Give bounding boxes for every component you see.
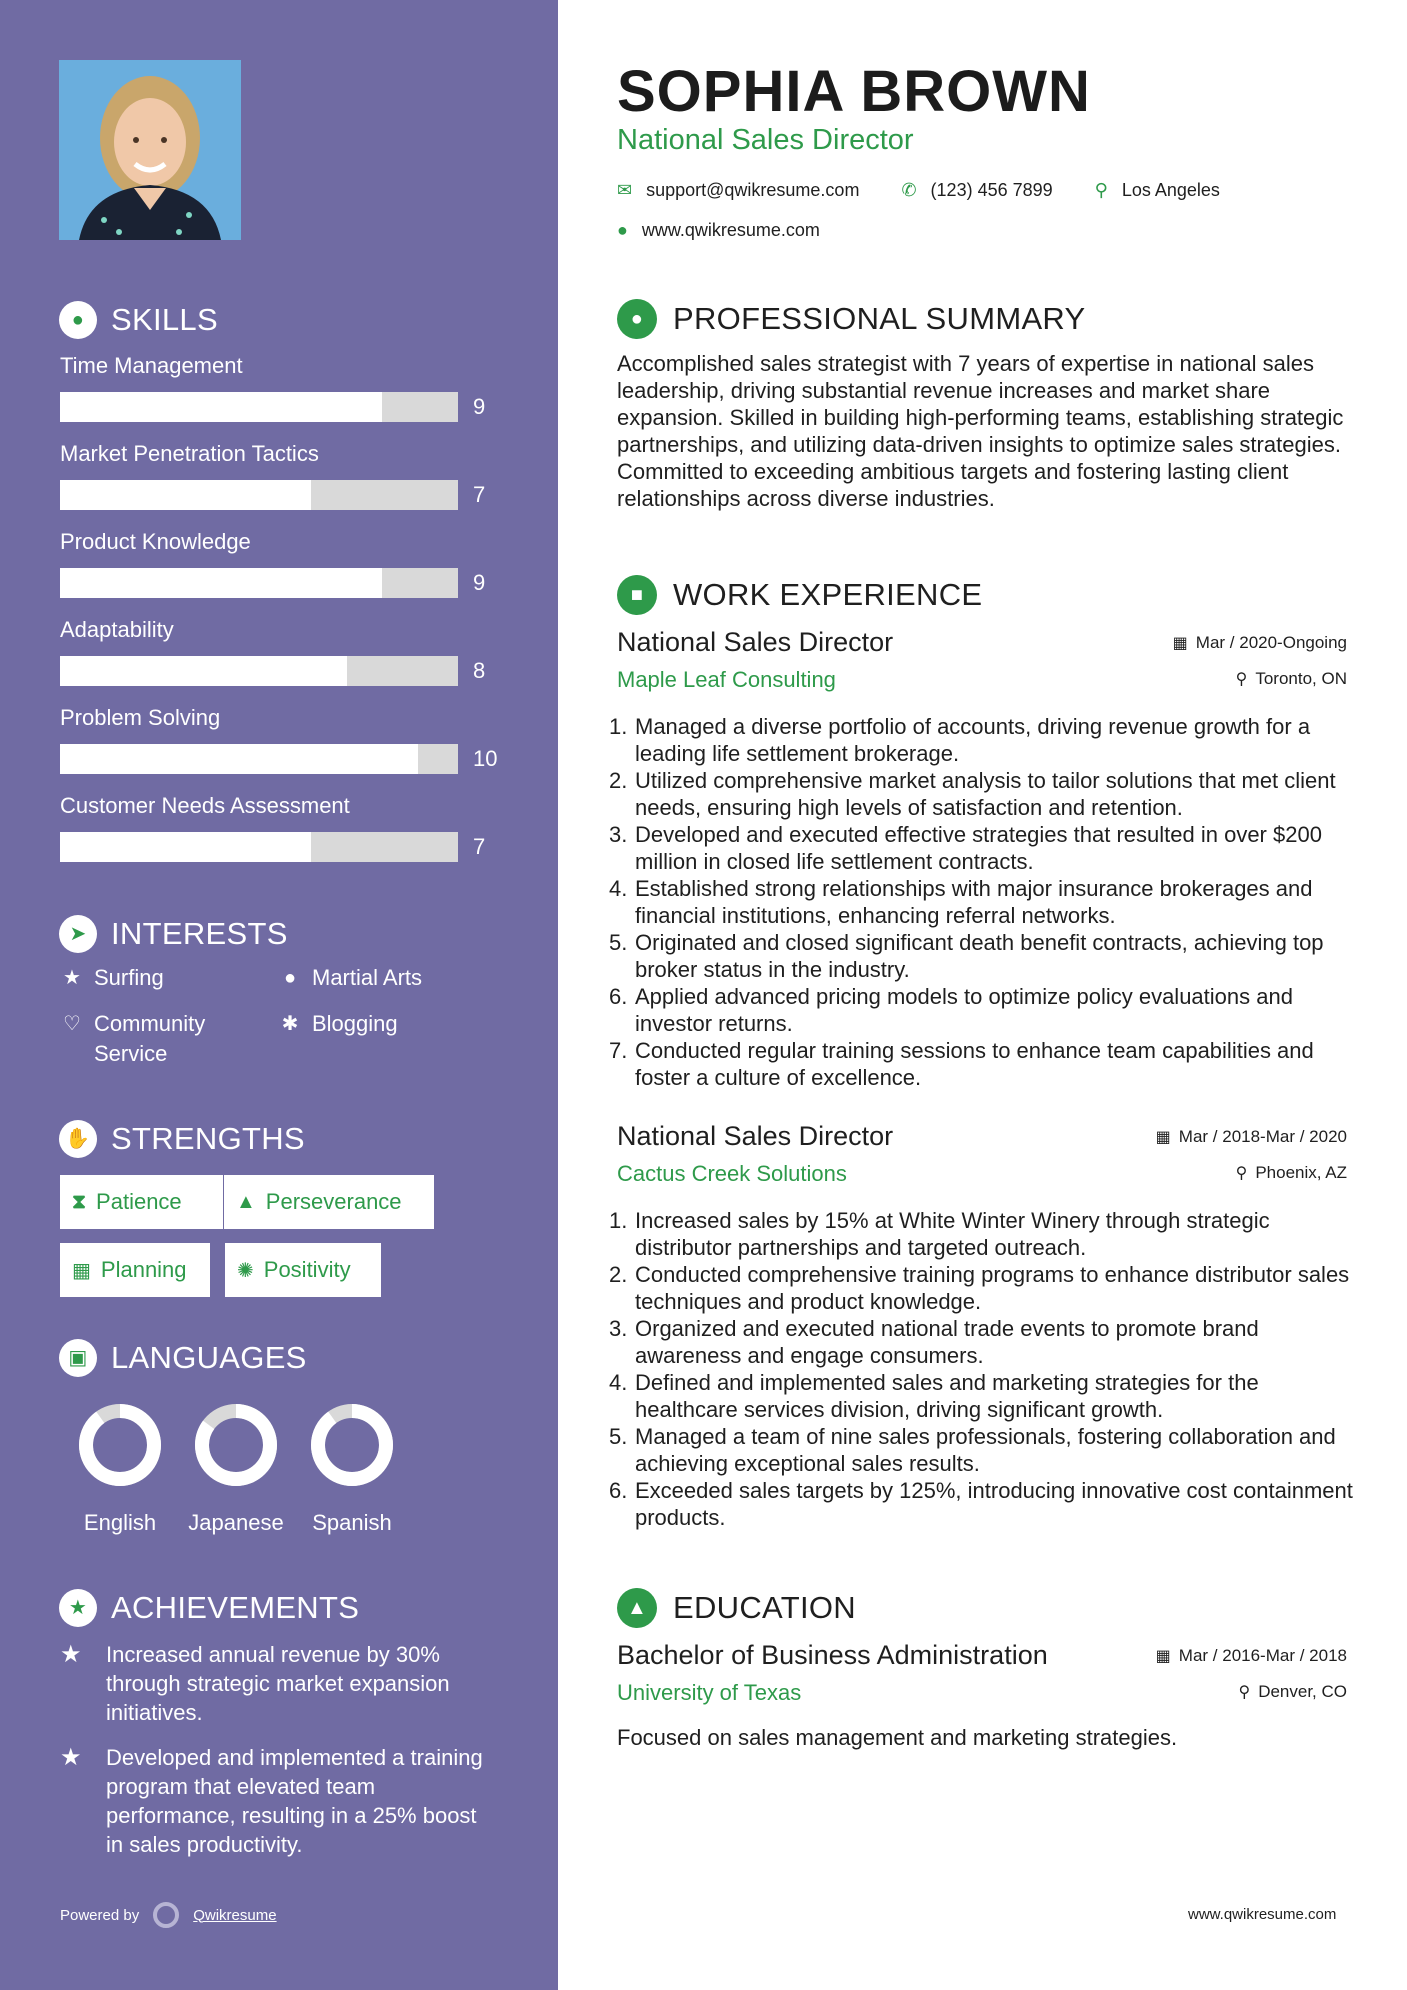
skill-value: 7	[473, 834, 486, 859]
skill-bar-fill	[60, 832, 311, 862]
user-icon: ●	[617, 299, 657, 339]
edu-school: University of Texas	[617, 1680, 802, 1705]
skill-bar-fill	[60, 656, 347, 686]
job-bullets	[609, 713, 1347, 1091]
job-bullet: 6. Applied advanced pricing models to optimize policy evaluations and investor returns.	[609, 984, 1293, 1036]
skill-bar-fill	[60, 480, 311, 510]
interest-item: ✱ Blogging	[278, 1009, 462, 1039]
language-icon: ▣	[59, 1339, 97, 1377]
globe-icon: ●	[617, 220, 628, 240]
job-bullet: 6. Exceeded sales targets by 125%, introducing innovative cost containment products.	[609, 1478, 1353, 1530]
job-bullet: 3. Organized and executed national trade events to promote brand awareness and engage consumers.	[609, 1316, 1259, 1368]
achievement-item: ★ Increased annual revenue by 30% through strategic market expansion initiatives.	[60, 1641, 450, 1725]
calendar-icon: ▦	[72, 1259, 91, 1282]
achievement-item: ★ Developed and implemented a training program that elevated team performance, resulting in a 25% boost in sales productivity.	[60, 1744, 483, 1857]
skills-heading: ● SKILLS	[59, 301, 218, 339]
skill-label: Customer Needs Assessment	[60, 793, 350, 818]
calendar-icon: ▦	[1155, 1648, 1171, 1665]
achievements-list	[60, 1640, 500, 1875]
graduation-cap-icon: ▲	[617, 1588, 657, 1628]
bullet-number: 4.	[609, 876, 628, 901]
pushpin-icon: ⚲	[1235, 1165, 1248, 1182]
job-bullet: 1. Increased sales by 15% at White Winter Winery through strategic distributor partnerships and targeted outreach.	[609, 1208, 1270, 1260]
bullet-number: 7.	[609, 1038, 628, 1063]
hand-icon: ✋	[59, 1120, 97, 1158]
job-entry	[609, 1121, 1353, 1531]
skill-bar	[60, 744, 458, 774]
strength-badge: ✺ Positivity	[225, 1243, 381, 1297]
star-icon: ★	[63, 967, 81, 989]
job-location: ⚲ Toronto, ON	[1235, 669, 1347, 688]
bullet-number: 2.	[609, 768, 628, 793]
contact-phone[interactable]: (123) 456 7899	[930, 180, 1053, 200]
skill-label: Time Management	[60, 353, 243, 378]
job-role: National Sales Director	[617, 627, 894, 657]
skill-label: Adaptability	[60, 617, 174, 642]
powered-by: Powered by Qwikresume	[60, 1902, 277, 1928]
language-label: Spanish	[312, 1510, 392, 1535]
skill-bar	[60, 568, 458, 598]
bullet-number: 1.	[609, 714, 628, 739]
strength-badge: ⧗ Patience	[60, 1175, 223, 1229]
edu-location: ⚲ Denver, CO	[1238, 1682, 1347, 1701]
website-row	[617, 220, 820, 241]
bullet-number: 5.	[609, 1424, 628, 1449]
edu-description: Focused on sales management and marketing strategies.	[617, 1725, 1178, 1750]
bullet-number: 3.	[609, 822, 628, 847]
skill-bar-fill	[60, 392, 382, 422]
summary-text: Accomplished sales strategist with 7 years of expertise in national sales leadership, driving substantial revenue increases and market share expansion. Skilled in building high-performing teams, establishing strategic partnerships, and utilizing data-driven insights to optimize sales strategies. Committed to exceeding ambitious targets and fostering lasting client relationships across diverse industries.	[617, 351, 1344, 511]
footer-url[interactable]: www.qwikresume.com	[1188, 1906, 1337, 1923]
hourglass-icon: ⧗	[72, 1190, 87, 1213]
skill-bar	[60, 656, 458, 686]
interest-item: ★ Surfing	[60, 963, 244, 993]
achievements-heading: ★ ACHIEVEMENTS	[59, 1589, 359, 1627]
star-badge-icon: ★	[59, 1589, 97, 1627]
globe-icon: ●	[283, 967, 297, 989]
job-dates: ▦ Mar / 2020-Ongoing	[1172, 633, 1347, 652]
skill-label: Problem Solving	[60, 705, 221, 730]
interest-item: ● Martial Arts	[278, 963, 462, 993]
pushpin-icon: ⚲	[1235, 671, 1248, 688]
language-ring	[75, 1400, 165, 1490]
skill-item	[60, 350, 500, 438]
bullet-number: 6.	[609, 984, 628, 1009]
education-entry	[617, 1640, 1347, 1751]
job-bullet: 4. Established strong relationships with major insurance brokerages and financial institutions, enhancing referral networks.	[609, 876, 1313, 928]
contact-website[interactable]: www.qwikresume.com	[641, 220, 820, 240]
job-bullets	[609, 1207, 1353, 1531]
language-ring	[191, 1400, 281, 1490]
edu-degree: Bachelor of Business Administration	[617, 1640, 1048, 1670]
shooting-star-icon: ★	[60, 1744, 82, 1771]
shooting-star-icon: ★	[60, 1641, 82, 1668]
road-icon: ▲	[236, 1190, 256, 1213]
bullet-number: 4.	[609, 1370, 628, 1395]
skill-value: 9	[473, 394, 486, 419]
experience-heading: ■ WORK EXPERIENCE	[617, 575, 982, 615]
calendar-icon: ▦	[1172, 635, 1188, 652]
candidate-title: National Sales Director	[617, 124, 914, 156]
skill-value: 10	[473, 746, 498, 771]
bullet-number: 1.	[609, 1208, 628, 1233]
job-dates: ▦ Mar / 2018-Mar / 2020	[1155, 1127, 1347, 1146]
job-bullet: 4. Defined and implemented sales and marketing strategies for the healthcare services division, driving significant growth.	[609, 1370, 1259, 1422]
job-role: National Sales Director	[617, 1121, 894, 1151]
language-item	[176, 1400, 296, 1538]
interests-heading: ➤ INTERESTS	[59, 915, 288, 953]
skill-bar-fill	[60, 744, 418, 774]
heart-hand-icon: ♡	[63, 1013, 81, 1035]
skill-item	[60, 526, 500, 614]
interests-list	[60, 963, 500, 1073]
summary-heading: ● PROFESSIONAL SUMMARY	[617, 299, 1086, 339]
main-content	[609, 0, 1357, 1990]
strengths-list	[60, 1175, 500, 1295]
bullet-number: 3.	[609, 1316, 628, 1341]
phone-icon: ✆	[901, 180, 917, 200]
skill-bar	[60, 832, 458, 862]
skill-bar	[60, 392, 458, 422]
calendar-icon: ▦	[1155, 1129, 1171, 1146]
skill-item	[60, 790, 500, 878]
edu-dates: ▦ Mar / 2016-Mar / 2018	[1155, 1646, 1347, 1665]
profile-photo	[59, 60, 241, 240]
language-item	[292, 1400, 412, 1538]
skill-bar	[60, 480, 458, 510]
sun-icon: ✺	[237, 1259, 254, 1282]
skill-value: 9	[473, 570, 486, 595]
candidate-name: SOPHIA BROWN	[617, 59, 1091, 124]
strength-badge: ▦ Planning	[60, 1243, 210, 1297]
contact-row	[617, 180, 1220, 201]
paper-plane-icon: ➤	[59, 915, 97, 953]
job-bullet: 5. Managed a team of nine sales professionals, fostering collaboration and achieving exceptional sales results.	[609, 1424, 1336, 1476]
envelope-icon: ✉	[617, 180, 633, 200]
job-bullet: 2. Utilized comprehensive market analysis to tailor solutions that met client needs, ensuring high levels of satisfaction and retention.	[609, 768, 1336, 820]
languages-list	[60, 1400, 500, 1550]
interest-item: ♡ Community Service	[60, 1009, 244, 1069]
map-pin-icon: ⚲	[1094, 180, 1108, 200]
language-label: Japanese	[188, 1510, 284, 1535]
job-bullet: 7. Conducted regular training sessions to enhance team capabilities and foster a culture of excellence.	[609, 1038, 1314, 1090]
job-bullet: 1. Managed a diverse portfolio of accounts, driving revenue growth for a leading life settlement brokerage.	[609, 714, 1311, 766]
skill-label: Product Knowledge	[60, 529, 251, 554]
skill-bar-fill	[60, 568, 382, 598]
job-bullet: 5. Originated and closed significant death benefit contracts, achieving top broker status in the industry.	[609, 930, 1324, 982]
job-bullet: 3. Developed and executed effective strategies that resulted in over $200 million in closed life settlement contracts.	[609, 822, 1322, 874]
job-location: ⚲ Phoenix, AZ	[1235, 1163, 1347, 1182]
job-company: Maple Leaf Consulting	[617, 667, 836, 692]
bullet-number: 6.	[609, 1478, 628, 1503]
contact-email[interactable]: support@qwikresume.com	[646, 180, 860, 200]
language-ring	[307, 1400, 397, 1490]
bullet-number: 2.	[609, 1262, 628, 1287]
education-heading: ▲ EDUCATION	[617, 1588, 856, 1628]
skill-item	[60, 702, 500, 790]
strengths-heading: ✋ STRENGTHS	[59, 1120, 305, 1158]
pushpin-icon: ⚲	[1238, 1684, 1251, 1701]
users-icon: ✱	[281, 1013, 299, 1035]
qwikresume-logo-icon	[153, 1902, 179, 1928]
job-bullet: 2. Conducted comprehensive training programs to enhance distributor sales techniques and product knowledge.	[609, 1262, 1350, 1314]
skill-item	[60, 438, 500, 526]
job-company: Cactus Creek Solutions	[617, 1161, 847, 1186]
sidebar	[0, 0, 558, 1990]
lightbulb-icon: ●	[59, 301, 97, 339]
briefcase-icon: ■	[617, 575, 657, 615]
skill-value: 7	[473, 482, 486, 507]
skill-item	[60, 614, 500, 702]
skill-label: Market Penetration Tactics	[60, 441, 319, 466]
skill-value: 8	[473, 658, 486, 683]
strength-badge: ▲ Perseverance	[224, 1175, 434, 1229]
job-entry	[609, 627, 1347, 1091]
language-label: English	[83, 1510, 157, 1535]
languages-heading: ▣ LANGUAGES	[59, 1339, 307, 1377]
brand-link[interactable]: Qwikresume	[193, 1906, 277, 1924]
language-item	[60, 1400, 180, 1538]
contact-location: Los Angeles	[1121, 180, 1220, 200]
skills-list	[60, 350, 500, 878]
bullet-number: 5.	[609, 930, 628, 955]
